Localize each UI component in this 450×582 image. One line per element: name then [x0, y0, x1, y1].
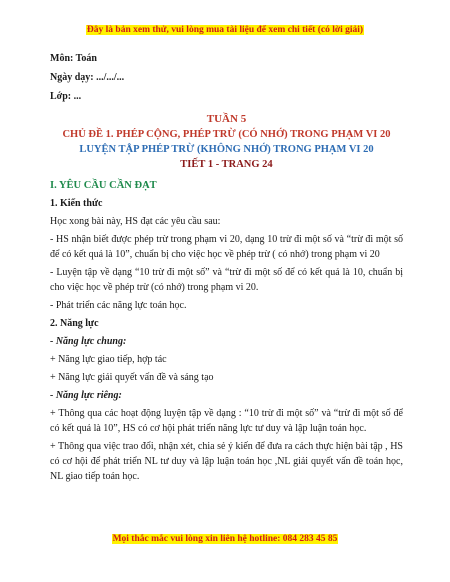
knowledge-heading: 1. Kiến thức: [50, 198, 103, 209]
preview-notice-banner: [0, 25, 450, 35]
lesson-title: TIẾT 1 - TRANG 24: [180, 159, 273, 170]
date-line: Ngày dạy: .../.../...: [50, 72, 125, 83]
week-title: TUẦN 5: [206, 113, 247, 125]
lesson-plan-content: [50, 51, 403, 487]
knowledge-item: - Luyện tập về dạng “10 trừ đi một số” và “trừ đi một số để có kết quả là 10, chuẩn bị cho việc học về phép trừ (có nhớ) trong phạm vi 20.: [50, 267, 403, 293]
hotline-banner: [0, 534, 450, 544]
subtopic-title: LUYỆN TẬP PHÉP TRỪ (KHÔNG NHỚ) TRONG PHẠM VI 20: [79, 144, 374, 155]
knowledge-item: - HS nhận biết được phép trừ trong phạm vi 20, dạng 10 trừ đi một số và “trừ đi một số để có kết quả là 10”, chuẩn bị cho việc học về phép trừ ( có nhớ) trong phạm vi 20: [50, 234, 403, 260]
specific-ability-item: + Thông qua các hoạt động luyện tập về dạng : “10 trừ đi một số” và “trừ đi một số để có kết quả là 10”, HS có cơ hội phát triển năng lực tư duy và lập luận toán học.: [50, 408, 403, 434]
topic-title: CHỦ ĐỀ 1. PHÉP CỘNG, PHÉP TRỪ (CÓ NHỚ) TRONG PHẠM VI 20: [62, 129, 391, 140]
knowledge-item: - Phát triển các năng lực toán học.: [50, 300, 187, 311]
specific-ability-item: + Thông qua việc trao đổi, nhận xét, chia sẻ ý kiến để đưa ra cách thực hiện bài tập , HS có cơ hội để phát triển NL tư duy và lập luận toán học ,NL giải quyết vấn đề toán học, NL giao tiếp toán học.: [50, 441, 403, 482]
hotline-text: Mọi thắc mắc vui lòng xin liên hệ hotline: 084 283 45 85: [112, 534, 338, 544]
specific-ability-heading: - Năng lực riêng:: [50, 390, 122, 401]
class-line: Lớp: ...: [50, 91, 82, 102]
knowledge-intro: Học xong bài này, HS đạt các yêu cầu sau:: [50, 216, 221, 227]
general-ability-item: + Năng lực giao tiếp, hợp tác: [50, 354, 167, 365]
general-ability-heading: - Năng lực chung:: [50, 336, 127, 347]
ability-heading: 2. Năng lực: [50, 318, 99, 329]
general-ability-item: + Năng lực giải quyết vấn đề và sáng tạo: [50, 372, 214, 383]
preview-notice-text: Đây là bản xem thử, vui lòng mua tài liệu để xem chi tiết (có lời giải): [86, 25, 364, 35]
section-heading: I. YÊU CẦU CẦN ĐẠT: [50, 180, 157, 191]
subject-line: Môn: Toán: [50, 53, 97, 64]
